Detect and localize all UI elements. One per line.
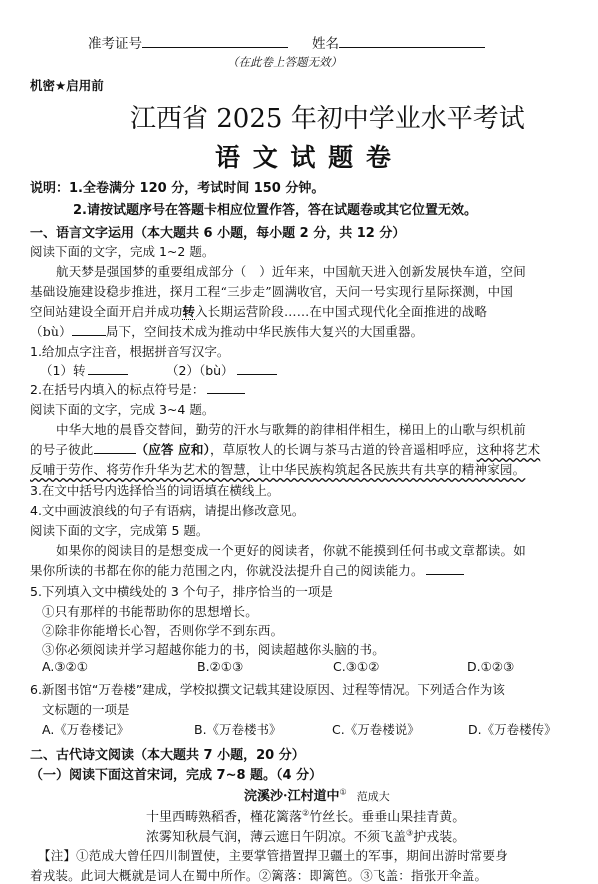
poem-note-line1: 【注】①范成大曾任四川制置使，主要掌管措置捍卫疆土的军事，期间出游时常要身 <box>38 848 508 863</box>
q6-option-d: D.《万卷楼传》 <box>468 722 557 737</box>
answer-blank <box>72 323 106 336</box>
dotted-char-zhuan: 转 <box>182 304 196 319</box>
q5-sentence-1: ①只有那样的书能帮助你的思想增长。 <box>42 604 258 619</box>
section1-heading: 一、语言文字运用（本大题共 6 小题，每小题 2 分，共 12 分） <box>30 226 406 241</box>
q5-option-d: D.①②③ <box>467 659 515 674</box>
poem-note-line2: 着戎装。此词大概就是词人在蜀中所作。②篱落：即篱笆。③飞盖：指张开伞盖。 <box>30 868 488 883</box>
name-blank <box>339 35 485 48</box>
answer-blank <box>94 441 136 454</box>
question-3: 3.在文中括号内选择恰当的词语填在横线上。 <box>30 483 280 498</box>
q6-option-c: C.《万卷楼说》 <box>332 722 420 737</box>
note-mark: ① <box>339 787 347 797</box>
paper-subtitle: 语 文 试 题 卷 <box>215 143 393 172</box>
read-instruction-2: 阅读下面的文字，完成 3~4 题。 <box>30 402 215 417</box>
question-1b: （2）（bù） <box>166 361 277 379</box>
q5-option-a: A.③②① <box>42 659 88 674</box>
passage3-line1: 如果你的阅读目的是想变成一个更好的阅读者，你就不能摸到任何书或文章都读。如 <box>56 543 526 558</box>
read-instruction-1: 阅读下面的文字，完成 1~2 题。 <box>30 244 215 259</box>
passage2-line3 <box>30 460 525 478</box>
q5-sentence-2: ②除非你能增长心智，否则你学不到东西。 <box>42 623 284 638</box>
answer-blank <box>88 362 128 375</box>
exam-title: 江西省 2025 年初中学业水平考试 <box>130 104 525 134</box>
note-mark: ② <box>302 808 310 818</box>
section2-heading: 二、古代诗文阅读（本大题共 7 小题，20 分） <box>30 748 305 763</box>
passage1-line4: （bù） 局下，空间技术成为推动中华民族伟大复兴的大国重器。 <box>30 324 424 339</box>
passage1-line1: 航天梦是强国梦的重要组成部分（ ）近年来，中国航天进入创新发展快车道，空间 <box>56 264 526 279</box>
question-6-line1: 6.新图书馆“万卷楼”建成，学校拟撰文记载其建设原因、过程等情况。下列适合作为该 <box>30 682 505 697</box>
section2-sub-heading: （一）阅读下面这首宋词，完成 7~8 题。（4 分） <box>30 768 323 783</box>
instructions-line1: 说明：1.全卷满分 120 分，考试时间 150 分钟。 <box>30 181 325 196</box>
answer-blank <box>207 381 245 394</box>
answer-blank <box>426 562 464 575</box>
name-field <box>312 32 485 52</box>
q5-sentence-3: ③你必须阅读并学习超越你能力的书，阅读超越你头脑的书。 <box>42 642 385 657</box>
poem-line-2: 浓雾知秋晨气润，薄云遮日午阴凉。不须飞盖③护戎装。 <box>146 828 466 845</box>
exam-number-label: 准考证号 <box>88 36 142 52</box>
question-1a: （1）转 <box>40 361 128 379</box>
poem-author: 范成大 <box>356 790 390 803</box>
instructions-label: 说明： <box>30 181 70 196</box>
read-instruction-3: 阅读下面的文字，完成第 5 题。 <box>30 523 209 538</box>
q6-option-a: A.《万卷楼记》 <box>42 722 130 737</box>
answer-blank <box>237 362 277 375</box>
instructions-line2: 2.请按试题序号在答题卡相应位置作答，答在试题卷或其它位置无效。 <box>73 203 477 218</box>
wavy-sentence-start: 这种将艺术 <box>476 442 541 457</box>
passage1-line2: 基础设施建设稳步推进，探月工程“三步走”圆满收官，天问一号实现行星际探测，中国 <box>30 284 514 299</box>
passage3-line2: 果你所读的书都在你的能力范围之内，你就没法提升自己的阅读能力。 <box>30 561 464 579</box>
poem-title: 浣溪沙·江村道中 <box>244 789 340 804</box>
passage1-line3: 空间站建设全面开启并成功转入长期运营阶段……在中国式现代化全面推进的战略 <box>30 304 488 319</box>
wavy-sentence-end: 反哺于劳作、将劳作升华为艺术的智慧，让中华民族构筑起各民族共有共享的精神家园。 <box>30 462 526 477</box>
secret-label: 机密★启用前 <box>30 78 104 93</box>
note-mark: ③ <box>406 828 414 838</box>
name-label: 姓名 <box>312 36 339 52</box>
question-6-line2: 文标题的一项是 <box>42 702 130 717</box>
q5-option-c: C.③①② <box>333 659 380 674</box>
q6-option-b: B.《万卷楼书》 <box>194 722 282 737</box>
poem-line-1: 十里西畴熟稻香，槿花篱落②竹丝长。垂垂山果挂青黄。 <box>146 808 466 825</box>
poem-title-row <box>244 785 390 804</box>
question-1: 1.给加点字注音，根据拼音写汉字。 <box>30 344 230 359</box>
question-5: 5.下列填入文中横线处的 3 个句子，排序恰当的一项是 <box>30 584 333 599</box>
exam-number-blank <box>142 35 288 48</box>
answer-note: （在此卷上答题无效） <box>227 55 342 69</box>
passage2-line1: 中华大地的晨昏交替间，勤劳的汗水与歌舞的韵律相伴相生，梯田上的山歌与织机前 <box>56 422 526 437</box>
passage2-line2: 的号子彼此 （应答 应和），草原牧人的长调与茶马古道的铃音遥相呼应，这种将艺术 <box>30 442 541 457</box>
word-choice: （应答 应和） <box>135 442 211 457</box>
question-2: 2.在括号内填入的标点符号是： <box>30 380 245 398</box>
exam-number-field <box>88 32 288 52</box>
question-4: 4.文中画波浪线的句子有语病，请提出修改意见。 <box>30 503 305 518</box>
q5-option-b: B.②①③ <box>197 659 244 674</box>
